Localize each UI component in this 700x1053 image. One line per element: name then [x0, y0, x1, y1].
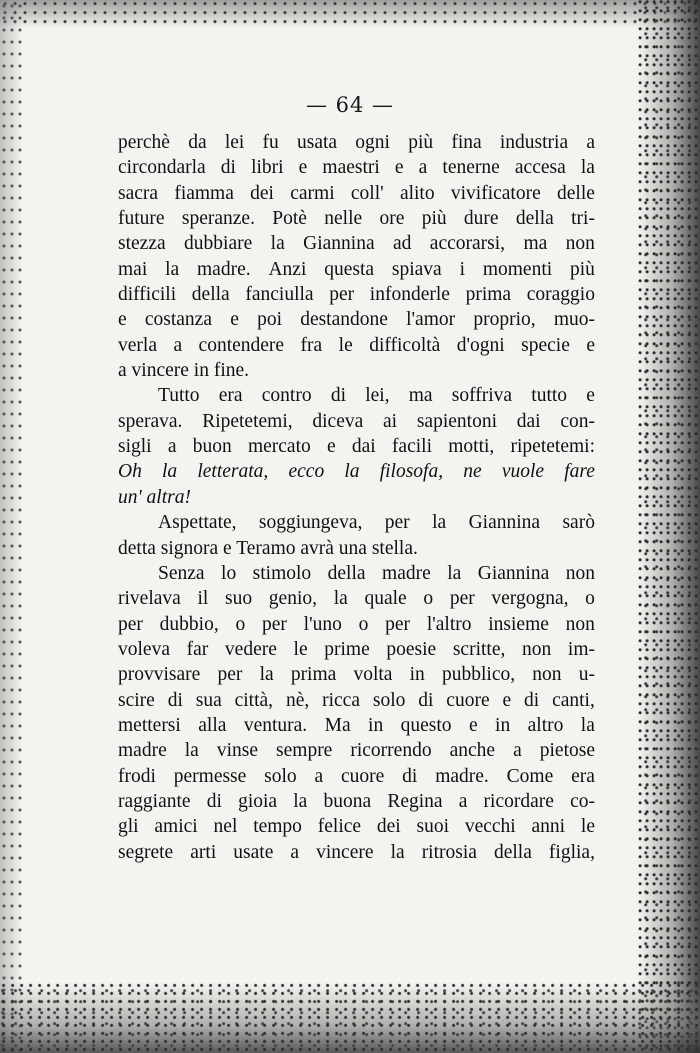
- word: gioia: [238, 790, 278, 812]
- word: industria: [499, 132, 569, 153]
- word: vedere: [224, 638, 277, 660]
- word: difficoltà: [369, 334, 441, 356]
- word: sperava.: [118, 410, 183, 432]
- word: amici: [154, 816, 198, 838]
- text-line: [118, 561, 595, 586]
- word: Aspettate,: [158, 512, 237, 534]
- text-line: [118, 206, 595, 231]
- word: voleva: [118, 638, 170, 660]
- word: pubblico,: [441, 664, 516, 686]
- word: d'ogni: [456, 334, 505, 356]
- word: ricordare: [483, 790, 554, 812]
- word: ogni: [355, 132, 390, 153]
- word: dei: [376, 816, 401, 838]
- word: la: [259, 664, 274, 686]
- word: co-: [570, 790, 595, 812]
- word: le: [338, 334, 353, 356]
- word: fiamma: [174, 182, 234, 204]
- word: la: [293, 790, 308, 812]
- word: suo: [225, 588, 253, 610]
- word: raggiante: [118, 790, 191, 812]
- word: da: [188, 132, 207, 153]
- word: mai: [118, 258, 148, 280]
- word: più: [421, 208, 447, 230]
- word: vivificatore: [450, 182, 541, 204]
- word: vecchi: [464, 816, 516, 838]
- word: la: [333, 588, 348, 610]
- word: Giannina: [303, 233, 375, 255]
- word: per: [329, 284, 355, 306]
- text-line: [118, 637, 595, 662]
- word: e: [326, 436, 336, 458]
- word: destandone: [300, 309, 388, 331]
- word: ripetetemi:: [510, 436, 595, 458]
- word: genio,: [268, 588, 317, 610]
- word: in: [368, 714, 384, 736]
- word: per: [262, 613, 287, 635]
- word: fina: [451, 132, 482, 153]
- word: a: [173, 334, 183, 356]
- word: costanza: [144, 309, 212, 331]
- word: della: [493, 841, 532, 863]
- word: mercato: [247, 436, 311, 458]
- scan-edge-bottom: [0, 983, 700, 1053]
- word: e: [502, 689, 512, 711]
- word: solo: [372, 689, 406, 711]
- word: poi: [257, 309, 282, 331]
- word: della: [515, 208, 554, 230]
- word: Oh: [118, 461, 142, 483]
- word: dai: [516, 410, 541, 432]
- word: dubbiare: [184, 233, 253, 255]
- text-line: [118, 231, 595, 256]
- word: con-: [560, 410, 595, 432]
- word: fra: [300, 334, 323, 356]
- word: madre.: [435, 765, 489, 787]
- text-line: [118, 764, 595, 789]
- word: a: [314, 765, 324, 787]
- word: la: [580, 714, 595, 736]
- word: l'uno: [303, 613, 342, 635]
- word: proprio,: [473, 309, 536, 331]
- word: permesse: [173, 765, 247, 787]
- word: vincere: [316, 841, 374, 863]
- text-line: [118, 459, 595, 484]
- text-line: [118, 510, 595, 535]
- word: la: [165, 258, 180, 280]
- word: a: [418, 157, 428, 179]
- word: o: [585, 588, 595, 610]
- text-line: [118, 586, 595, 611]
- text-line: [118, 688, 595, 713]
- word: la: [344, 461, 360, 483]
- scan-edge-left: [0, 0, 22, 1053]
- word: dure: [463, 208, 499, 230]
- word: ma: [523, 233, 548, 255]
- word: usate: [233, 841, 274, 863]
- word: nè,: [285, 689, 310, 711]
- word: di: [330, 385, 346, 407]
- word: insieme: [488, 613, 549, 635]
- word: vuole: [501, 461, 545, 483]
- word: anche: [449, 740, 496, 762]
- word: non: [565, 233, 595, 255]
- word: non: [532, 664, 562, 686]
- word: soffriva: [451, 385, 513, 407]
- word: e: [118, 309, 127, 331]
- word: o: [423, 588, 434, 610]
- text-line: [118, 155, 595, 180]
- word: future: [118, 208, 165, 230]
- word: ma: [408, 385, 433, 407]
- text-line: [118, 662, 595, 687]
- word: fu: [262, 132, 279, 153]
- word: figlia,: [548, 841, 595, 863]
- word: l'amor: [406, 309, 456, 331]
- word: Senza: [158, 562, 205, 584]
- word: alla: [198, 714, 227, 736]
- word: e: [230, 309, 239, 331]
- word: letterata,: [197, 461, 269, 483]
- word: ricca: [322, 689, 360, 711]
- word: lei,: [365, 385, 390, 407]
- word: la: [580, 157, 595, 179]
- word: tenerne: [442, 157, 500, 179]
- word: era: [571, 765, 595, 787]
- word: ventura.: [243, 714, 308, 736]
- word: la: [184, 740, 199, 762]
- word: scritte,: [452, 638, 506, 660]
- word: fanciulla: [245, 284, 314, 306]
- word: Giannina: [477, 562, 550, 584]
- word: motti,: [448, 436, 495, 458]
- word: la: [432, 512, 447, 534]
- word: prima: [290, 664, 337, 686]
- body-text: [118, 130, 595, 865]
- word: pietose: [539, 740, 595, 762]
- word: per: [118, 613, 143, 635]
- word: la: [447, 562, 462, 584]
- word: buon: [192, 436, 232, 458]
- text-line-content: detta signora e Teramo avrà una stella.: [118, 537, 418, 559]
- word: Regina: [387, 790, 443, 812]
- word: filosofa,: [379, 461, 444, 483]
- word: le: [293, 638, 308, 660]
- word: facili: [391, 436, 432, 458]
- word: lei: [224, 132, 245, 153]
- word: im-: [567, 638, 595, 660]
- word: per: [384, 512, 410, 534]
- word: cuore: [341, 765, 385, 787]
- word: il: [197, 588, 209, 610]
- word: Giannina: [468, 512, 541, 534]
- word: della: [191, 284, 230, 306]
- word: e: [394, 157, 404, 179]
- word: gli: [118, 816, 139, 838]
- word: specie: [521, 334, 570, 356]
- text-line: [118, 789, 595, 814]
- word: Ma: [324, 714, 351, 736]
- scan-edge-top: [0, 0, 700, 28]
- word: non: [565, 562, 595, 584]
- text-line: [118, 181, 595, 206]
- word: volta: [353, 664, 393, 686]
- word: o: [235, 613, 246, 635]
- word: accesa: [514, 157, 566, 179]
- word: e: [468, 714, 478, 736]
- word: ad: [393, 233, 412, 255]
- word: prima: [465, 284, 512, 306]
- word: in: [495, 714, 511, 736]
- word: dei: [250, 182, 274, 204]
- word: dubbio,: [159, 613, 219, 635]
- word: a: [167, 436, 177, 458]
- text-line: [118, 814, 595, 839]
- word: Anzi: [268, 258, 307, 280]
- word: e: [298, 157, 308, 179]
- word: per: [449, 588, 475, 610]
- word: contro: [261, 385, 312, 407]
- word: solo: [264, 765, 297, 787]
- word: spiava: [391, 258, 442, 280]
- word: mettersi: [118, 714, 181, 736]
- text-line: [118, 485, 595, 510]
- word: non: [565, 613, 595, 635]
- word: segrete: [118, 841, 174, 863]
- word: ne: [463, 461, 482, 483]
- word: Tutto: [158, 385, 200, 407]
- word: prime: [324, 638, 370, 660]
- word: lo: [221, 562, 237, 584]
- word: rivelava: [118, 588, 181, 610]
- text-line: [118, 130, 595, 155]
- word: la: [270, 233, 285, 255]
- text-line: [118, 536, 595, 561]
- word: tri-: [571, 208, 595, 230]
- word: muo-: [553, 309, 595, 331]
- word: provvisare: [118, 664, 201, 686]
- word: di: [220, 157, 236, 179]
- word: momenti: [482, 258, 553, 280]
- word: sacra: [118, 182, 159, 204]
- text-line: [118, 307, 595, 332]
- text-line: [118, 358, 595, 383]
- text-line-content: un' altra!: [118, 486, 191, 508]
- word: a: [586, 132, 595, 153]
- word: ai: [383, 410, 398, 432]
- word: a: [513, 740, 522, 762]
- word: ricorrendo: [350, 740, 432, 762]
- word: suoi: [416, 816, 450, 838]
- word: l'altro: [426, 613, 472, 635]
- word: diceva: [312, 410, 364, 432]
- text-line: [118, 409, 595, 434]
- word: la: [162, 461, 178, 483]
- word: carmi: [290, 182, 335, 204]
- word: sigli: [118, 436, 152, 458]
- word: tempo: [253, 816, 302, 838]
- word: e: [586, 334, 595, 356]
- text-line: [118, 840, 595, 865]
- word: a: [290, 841, 300, 863]
- word: infonderle: [369, 284, 450, 306]
- word: frodi: [118, 765, 156, 787]
- word: città,: [234, 689, 274, 711]
- word: circondarla: [118, 157, 206, 179]
- word: per: [385, 613, 411, 635]
- word: anni: [531, 816, 566, 838]
- word: Ripetetemi,: [202, 410, 293, 432]
- word: contendere: [198, 334, 285, 356]
- word: questa: [324, 258, 375, 280]
- word: perchè: [118, 132, 170, 153]
- text-line: [118, 713, 595, 738]
- word: u-: [578, 664, 595, 686]
- word: sarò: [562, 512, 595, 534]
- word: nel: [213, 816, 238, 838]
- word: di: [206, 790, 222, 812]
- word: arti: [190, 841, 217, 863]
- text-line: [118, 612, 595, 637]
- word: questo: [400, 714, 452, 736]
- word: stimolo: [252, 562, 312, 584]
- text-line: [118, 257, 595, 282]
- word: scire: [118, 689, 155, 711]
- word: Potè: [272, 208, 307, 230]
- word: accorarsi,: [429, 233, 506, 255]
- word: usata: [297, 132, 338, 153]
- word: ecco: [288, 461, 325, 483]
- word: quale: [364, 588, 407, 610]
- word: verla: [118, 334, 157, 356]
- word: di: [167, 689, 183, 711]
- word: o: [358, 613, 369, 635]
- word: in: [409, 664, 425, 686]
- word: sapientoni: [416, 410, 497, 432]
- word: Come: [506, 765, 554, 787]
- text-line: [118, 383, 595, 408]
- word: stezza: [118, 233, 166, 255]
- word: a: [458, 790, 468, 812]
- word: per: [217, 664, 243, 686]
- word: libri: [251, 157, 284, 179]
- text-line: [118, 434, 595, 459]
- word: non: [522, 638, 552, 660]
- word: madre: [118, 740, 167, 762]
- word: alito: [399, 182, 435, 204]
- word: madre: [382, 562, 431, 584]
- word: vinse: [216, 740, 259, 762]
- word: delle: [557, 182, 595, 204]
- word: più: [570, 258, 595, 280]
- word: ritrosia: [421, 841, 477, 863]
- word: buona: [323, 790, 372, 812]
- word: madre.: [197, 258, 251, 280]
- word: tutto: [531, 385, 568, 407]
- word: fare: [564, 461, 595, 483]
- word: cuore: [446, 689, 490, 711]
- word: vergogna,: [491, 588, 569, 610]
- word: coll': [350, 182, 384, 204]
- word: la: [390, 841, 405, 863]
- word: di: [524, 689, 540, 711]
- word: canti,: [552, 689, 595, 711]
- word: i: [459, 258, 465, 280]
- word: e: [586, 385, 595, 407]
- word: le: [580, 816, 595, 838]
- text-line: [118, 738, 595, 763]
- text-line: [118, 282, 595, 307]
- word: coraggio: [526, 284, 595, 306]
- word: di: [402, 765, 418, 787]
- word: sua: [195, 689, 222, 711]
- word: maestri: [322, 157, 380, 179]
- text-line: [118, 333, 595, 358]
- word: di: [418, 689, 434, 711]
- scan-edge-right: [638, 0, 700, 1053]
- word: più: [408, 132, 434, 153]
- word: far: [186, 638, 209, 660]
- text-line-content: a vincere in fine.: [118, 360, 250, 382]
- word: sempre: [276, 740, 333, 762]
- word: nelle: [324, 208, 363, 230]
- word: difficili: [118, 284, 177, 306]
- word: era: [218, 385, 243, 407]
- word: altro: [527, 714, 564, 736]
- word: ore: [379, 208, 405, 230]
- word: felice: [317, 816, 362, 838]
- word: dai: [351, 436, 376, 458]
- word: soggiungeva,: [258, 512, 363, 534]
- word: della: [327, 562, 366, 584]
- word: poesie: [386, 638, 437, 660]
- word: speranze.: [181, 208, 255, 230]
- page-number: — 64 —: [305, 93, 395, 117]
